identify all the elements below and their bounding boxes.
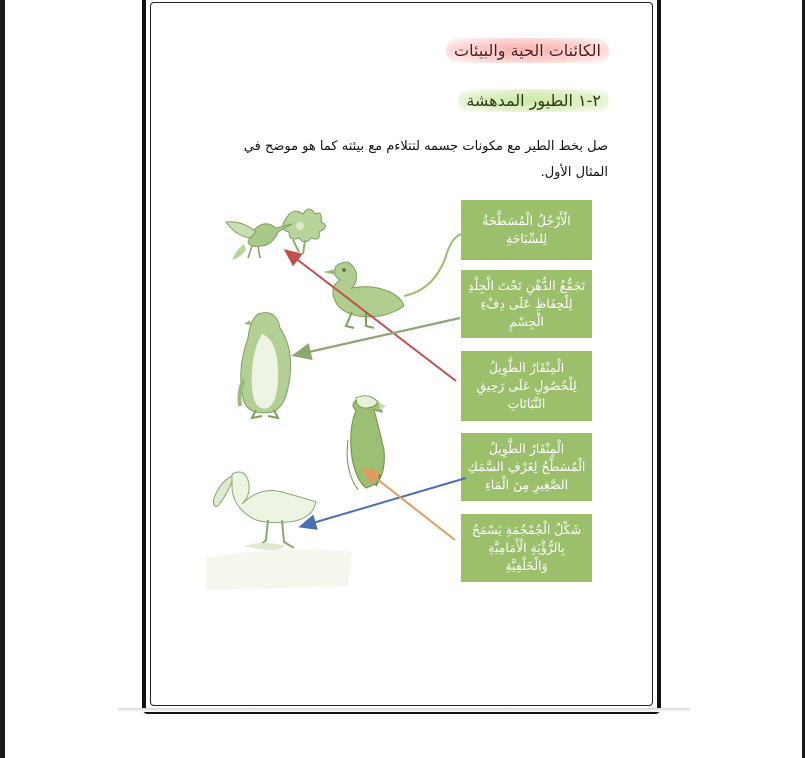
page-title: الكائنات الحية والبيئات <box>446 38 609 63</box>
card-label: شَكْلُ الْجُمْجُمَةِ يَسْمَحُ بِالرُّؤْيَةِ الْأَمَامِيَّةِ وَالْخَلْفِيَّةِ <box>471 522 582 573</box>
example-connector-line <box>404 234 462 296</box>
card-label: الْمِنْقَارُ الطَّوِيلُ لِلْحُصُولِ عَلَى رَحِيقِ النَّبَاتَاتِ <box>476 360 577 411</box>
connector-nectar-to-hummingbird <box>290 254 456 381</box>
hummingbird-icon[interactable] <box>226 209 326 260</box>
spoonbill-icon[interactable] <box>206 472 352 590</box>
penguin-icon[interactable] <box>240 313 291 418</box>
eagle-icon[interactable] <box>347 396 386 490</box>
card-label: تَجَمُّعُ الدُّهْنِ تَحْتَ الْجِلْدِ لِلْحِفَاظِ عَلَى دِفْءِ الْجِسْمِ <box>467 278 586 329</box>
card-label: الْأَرْجُلُ الْمُسَطَّحَةُ لِلسِّبَاحَةِ <box>482 213 571 246</box>
lesson-subtitle: ٢-١ الطيور المدهشة <box>458 89 609 112</box>
duck-icon[interactable] <box>323 234 462 328</box>
card-label: الْمِنْقَارُ الطَّوِيلُ الْمُسَطَّحُ لِغَرْفِ السَّمَكِ الصَّغِيرِ مِنَ الْمَاءِ <box>467 441 586 492</box>
connector-skull-to-eagle <box>368 472 455 540</box>
exercise-instruction: صل بخط الطير مع مكونات جسمه لتتلاءم مع بيئته كما هو موضح في المثال الأول. <box>243 139 608 180</box>
